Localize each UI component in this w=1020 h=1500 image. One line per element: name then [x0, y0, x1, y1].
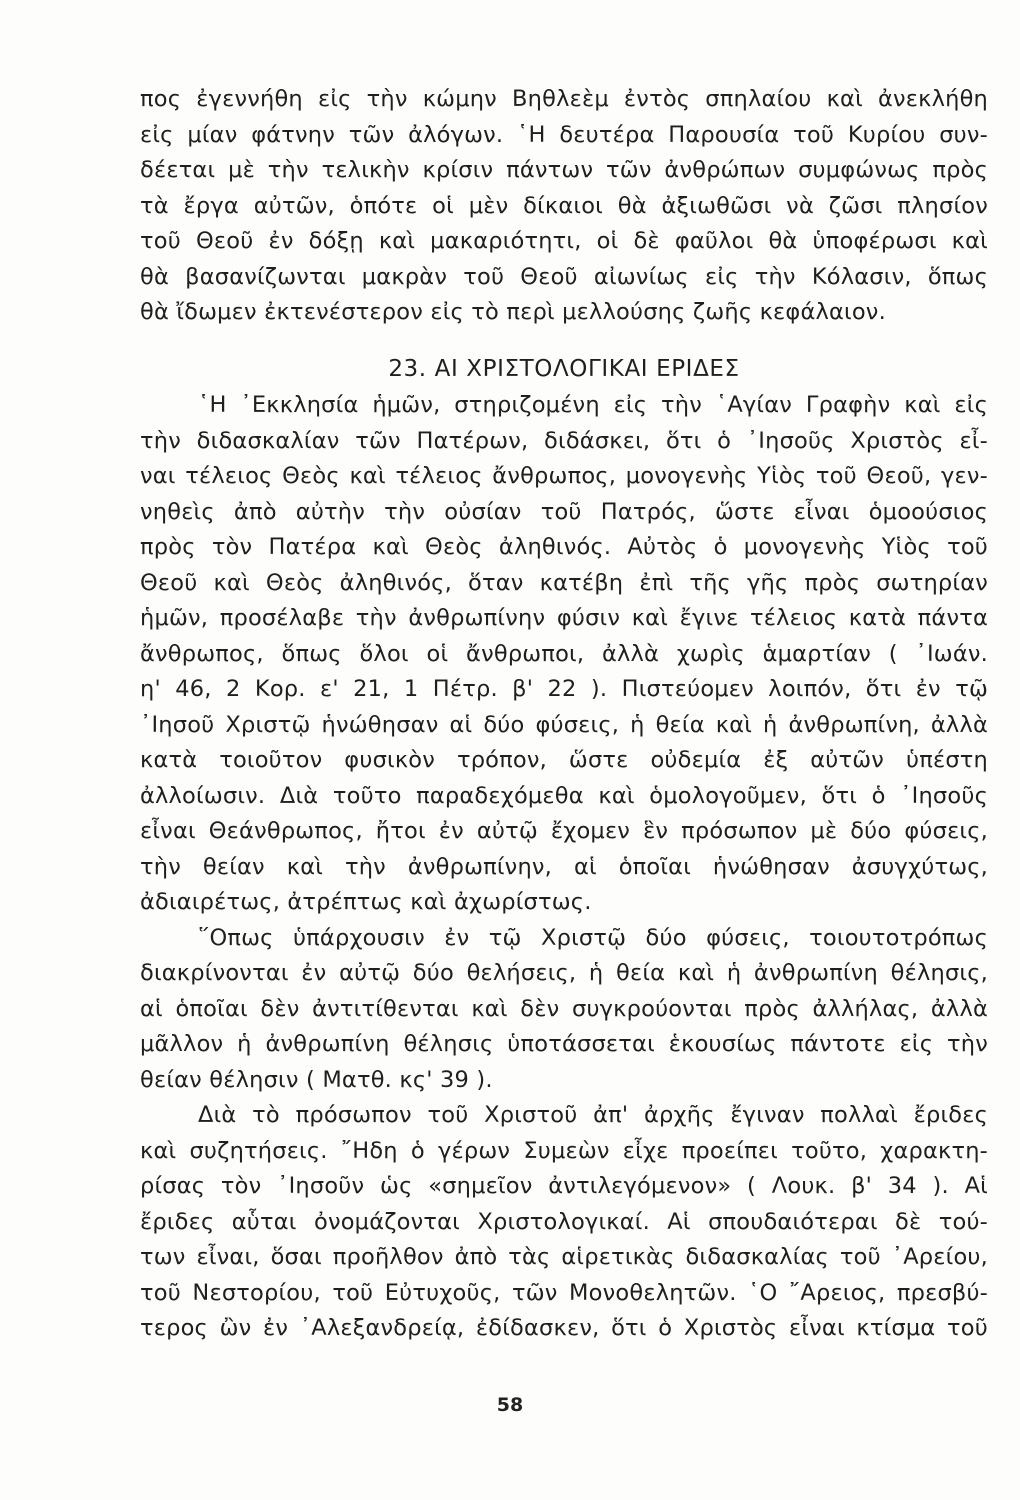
text-line: η' 46, 2 Κορ. ε' 21, 1 Πέτρ. β' 22 ). Πιστεύομεν λοιπόν, ὅτι ἐν τῷ: [140, 676, 988, 702]
text-line: πρὸς τὸν Πατέρα καὶ Θεὸς ἀληθινός. Αὐτὸς ὁ μονογενὴς Υἱὸς τοῦ: [140, 534, 988, 560]
text-line: εἰς μίαν φάτνην τῶν ἀλόγων. ῾Η δευτέρα Παρουσία τοῦ Κυρίου συν-: [140, 121, 988, 148]
text-line: θὰ ἴδωμεν ἐκτενέστερον εἰς τὸ περὶ μελλούσης ζωῆς κεφάλαιον.: [140, 299, 886, 325]
text-line: αἱ ὁποῖαι δὲν ἀντιτίθενται καὶ δὲν συγκρούονται πρὸς ἀλλήλας, ἀλλὰ: [140, 995, 988, 1022]
text-line: ἔριδες αὗται ὀνομάζονται Χριστολογικαί. Αἱ σπουδαιότεραι δὲ τού-: [140, 1208, 988, 1235]
text-line: ἀλλοίωσιν. Διὰ τοῦτο παραδεχόμεθα καὶ ὁμολογοῦμεν, ὅτι ὁ ᾿Ιησοῦς: [140, 782, 988, 809]
text-line: ναι τέλειος Θεὸς καὶ τέλειος ἄνθρωπος, μονογενὴς Υἱὸς τοῦ Θεοῦ, γεν-: [140, 463, 988, 489]
text-line: τοῦ Θεοῦ ἐν δόξῃ καὶ μακαριότητι, οἱ δὲ φαῦλοι θὰ ὑποφέρωσι καὶ: [140, 228, 988, 254]
text-line: Διὰ τὸ πρόσωπον τοῦ Χριστοῦ ἀπ' ἀρχῆς ἔγιναν πολλαὶ ἔριδες: [198, 1102, 988, 1128]
text-line: τερος ὢν ἐν ᾿Αλεξανδρείᾳ, ἐδίδασκεν, ὅτι ὁ Χριστὸς εἶναι κτίσμα τοῦ: [140, 1315, 988, 1341]
text-line: ᾿Ιησοῦ Χριστῷ ἡνώθησαν αἱ δύο φύσεις, ἡ θεία καὶ ἡ ἀνθρωπίνη, ἀλλὰ: [140, 711, 988, 738]
text-line: ῞Οπως ὑπάρχουσιν ἐν τῷ Χριστῷ δύο φύσεις, τοιουτοτρόπως: [198, 924, 988, 951]
text-line: τοῦ Νεστορίου, τοῦ Εὐτυχοῦς, τῶν Μονοθελητῶν. ῾Ο ῎Αρειος, πρεσβύ-: [140, 1279, 988, 1306]
section-heading: 23. ΑΙ ΧΡΙΣΤΟΛΟΓΙΚΑΙ ΕΡΙΔΕΣ: [388, 356, 740, 382]
page-number: 58: [496, 1394, 524, 1416]
text-line: πος ἐγεννήθη εἰς τὴν κώμην Βηθλεὲμ ἐντὸς σπηλαίου καὶ ἀνεκλήθη: [140, 86, 988, 112]
text-line: εἶναι Θεάνθρωπος, ἤτοι ἐν αὐτῷ ἔχομεν ἓν πρόσωπον μὲ δύο φύσεις,: [140, 818, 988, 844]
text-line: θὰ βασανίζωνται μακρὰν τοῦ Θεοῦ αἰωνίως εἰς τὴν Κόλασιν, ὅπως: [140, 263, 988, 290]
text-line: τὴν θείαν καὶ τὴν ἀνθρωπίνην, αἱ ὁποῖαι ἡνώθησαν ἀσυγχύτως,: [140, 853, 988, 880]
text-line: νηθεὶς ἀπὸ αὐτὴν τὴν οὐσίαν τοῦ Πατρός, ὥστε εἶναι ὁμοούσιος: [140, 498, 988, 525]
text-line: ἄνθρωπος, ὅπως ὅλοι οἱ ἄνθρωποι, ἀλλὰ χωρὶς ἁμαρτίαν ( ᾿Ιωάν.: [140, 640, 988, 667]
text-line: ἀδιαιρέτως, ἀτρέπτως καὶ ἀχωρίστως.: [140, 889, 592, 915]
text-line: τὰ ἔργα αὐτῶν, ὁπότε οἱ μὲν δίκαιοι θὰ ἀξιωθῶσι νὰ ζῶσι πλησίον: [140, 192, 988, 219]
text-line: ῾Η ᾿Εκκλησία ἡμῶν, στηριζομένη εἰς τὴν ῾Αγίαν Γραφὴν καὶ εἰς: [198, 392, 988, 418]
text-line: δέεται μὲ τὴν τελικὴν κρίσιν πάντων τῶν ἀνθρώπων συμφώνως πρὸς: [140, 157, 988, 183]
intro-paragraph: [140, 82, 988, 331]
text-line: Θεοῦ καὶ Θεὸς ἀληθινός, ὅταν κατέβη ἐπὶ τῆς γῆς πρὸς σωτηρίαν: [140, 569, 988, 596]
text-line: ρίσας τὸν ᾿Ιησοῦν ὡς «σημεῖον ἀντιλεγόμενον» ( Λουκ. β' 34 ). Αἱ: [140, 1173, 988, 1199]
text-line: τὴν διδασκαλίαν τῶν Πατέρων, διδάσκει, ὅτι ὁ ᾿Ιησοῦς Χριστὸς εἶ-: [140, 427, 988, 454]
text-line: διακρίνονται ἐν αὐτῷ δύο θελήσεις, ἡ θεία καὶ ἡ ἀνθρωπίνη θέλησις,: [140, 960, 988, 986]
text-line: ἡμῶν, προσέλαβε τὴν ἀνθρωπίνην φύσιν καὶ ἔγινε τέλειος κατὰ πάντα: [140, 605, 988, 631]
text-line: καὶ συζητήσεις. ῎Ηδη ὁ γέρων Συμεὼν εἶχε προείπει τοῦτο, χαρακτη-: [140, 1137, 988, 1164]
text-line: μᾶλλον ἡ ἀνθρωπίνη θέλησις ὑποτάσσεται ἑκουσίως πάντοτε εἰς τὴν: [140, 1031, 988, 1057]
section-body: [140, 388, 988, 1347]
text-line: των εἶναι, ὅσαι προῆλθον ἀπὸ τὰς αἱρετικὰς διδασκαλίας τοῦ ᾿Αρείου,: [140, 1244, 988, 1270]
text-line: θείαν θέλησιν ( Ματθ. κς' 39 ).: [140, 1066, 493, 1093]
text-line: κατὰ τοιοῦτον φυσικὸν τρόπον, ὥστε οὐδεμία ἐξ αὐτῶν ὑπέστη: [140, 747, 988, 773]
